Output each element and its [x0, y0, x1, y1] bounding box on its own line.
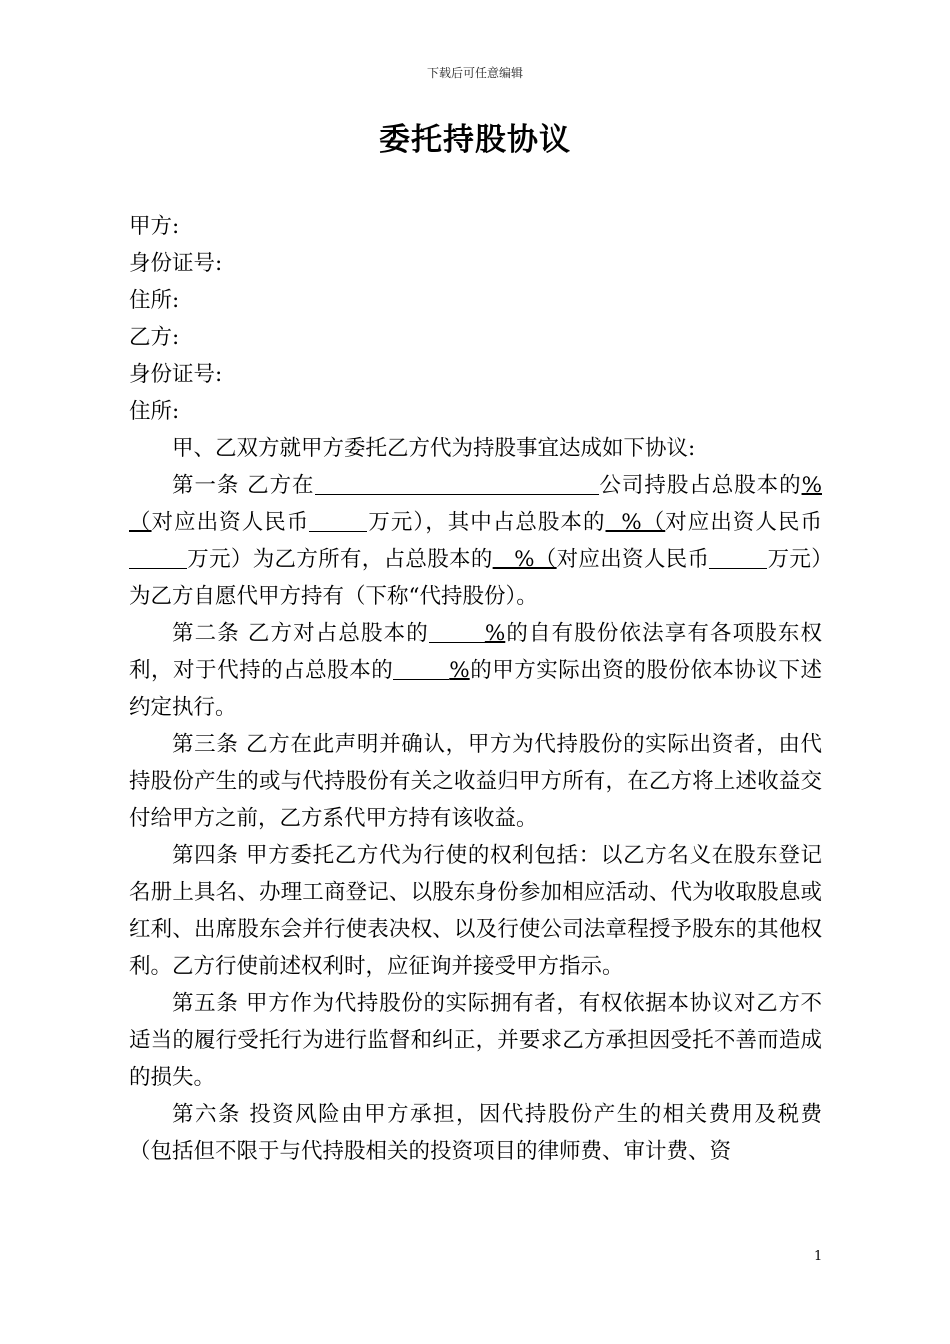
- article-1-text: 万元）为乙方所有，占总股本的: [187, 547, 493, 572]
- party-b-address-label: 住所:: [129, 399, 180, 424]
- document-body: [129, 208, 822, 1170]
- intro-paragraph: 甲、乙双方就甲方委托乙方代为持股事宜达成如下协议:: [172, 436, 696, 461]
- party-b-label: 乙方:: [129, 325, 180, 350]
- article-4: 第四条 甲方委托乙方代为行使的权利包括：以乙方名义在股东登记名册上具名、办理工商登记、以股东身份参加相应活动、代为收取股息或红利、出席股东会并行使表决权、以及行使公司法章程授予股东的其他权利。乙方行使前述权利时，应征询并接受甲方指示。: [129, 843, 822, 979]
- article-2: [129, 615, 822, 726]
- percent-mark: %（: [492, 547, 557, 572]
- party-a-label: 甲方:: [129, 214, 180, 239]
- article-1-text: 万元），其中占总股本的: [367, 510, 606, 535]
- percent-mark: %（: [605, 510, 666, 535]
- article-2-text: 的自有股份依法享有各项股东权利，对于代持的占总股本的: [129, 621, 822, 683]
- percent-mark: %: [449, 658, 470, 683]
- article-1-text: 公司持股占总股本的: [598, 473, 802, 498]
- article-6: 第六条 投资风险由甲方承担，因代持股份产生的相关费用及税费（包括但不限于与代持股相关的投资项目的律师费、审计费、资: [129, 1102, 822, 1164]
- article-1-text: 万元）为乙方自愿代甲方持有（下称“代持股份）。: [129, 547, 822, 609]
- party-b-id-label: 身份证号:: [129, 362, 223, 387]
- amount-blank: [129, 547, 187, 568]
- party-a-id-label: 身份证号:: [129, 251, 223, 276]
- amount-blank: [709, 547, 767, 568]
- company-name-blank: [315, 473, 599, 494]
- article-1: [129, 467, 822, 615]
- header-note: 下载后可任意编辑: [426, 66, 523, 80]
- document-title: 委托持股协议: [379, 122, 571, 158]
- article-1-text: 对应出资人民币: [556, 547, 710, 572]
- percent-mark: %（: [129, 473, 822, 535]
- party-fields: [129, 208, 822, 430]
- page-number: 1: [814, 1249, 823, 1264]
- article-2-text: 的甲方实际出资的股份依本协议下述约定执行。: [129, 658, 822, 720]
- article-3: 第三条 乙方在此声明并确认，甲方为代持股份的实际出资者，由代持股份产生的或与代持股份有关之收益归甲方所有，在乙方将上述收益交付给甲方之前，乙方系代甲方持有该收益。: [129, 732, 822, 831]
- percent-mark: %: [484, 621, 506, 646]
- article-1-text: 对应出资人民币: [665, 510, 822, 535]
- percent-blank: [429, 621, 485, 642]
- amount-blank: [309, 510, 367, 531]
- article-1-text: 对应出资人民币: [151, 510, 310, 535]
- article-5: 第五条 甲方作为代持股份的实际拥有者，有权依据本协议对乙方不适当的履行受托行为进行监督和纠正，并要求乙方承担因受托不善而造成的损失。: [129, 991, 822, 1090]
- party-a-address-label: 住所:: [129, 288, 180, 313]
- article-1-text: 第一条 乙方在: [172, 473, 315, 498]
- article-2-text: 第二条 乙方对占总股本的: [172, 621, 429, 646]
- percent-blank: [393, 658, 449, 679]
